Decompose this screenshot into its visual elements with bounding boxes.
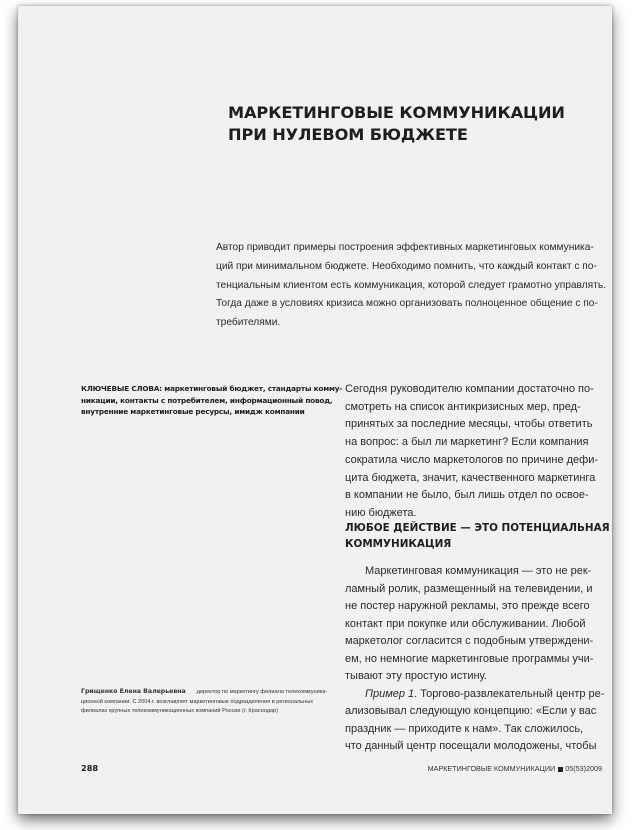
example-label: Пример 1 bbox=[365, 687, 415, 700]
journal-issue: 05(53)2009 bbox=[565, 764, 602, 773]
document-page bbox=[18, 6, 612, 814]
example-text: . Торгово-развлекательный центр ре- bbox=[414, 687, 605, 700]
text-line: контакт при покупке или обслуживании. Любой bbox=[345, 617, 586, 630]
heading-line: КОММУНИКАЦИЯ bbox=[345, 537, 452, 550]
author-line: филиалах крупных телекоммуникационных компаний России (г. Краснодар) bbox=[81, 708, 279, 715]
abstract-line: ций при минимальном бюджете. Необходимо помнить, что каждый контакт с по- bbox=[216, 260, 597, 272]
author-name: Грищенко Елена Валерьевна bbox=[81, 688, 186, 695]
keywords-line: внутренние маркетинговые ресурсы, имидж компании bbox=[81, 407, 305, 417]
example-first-line bbox=[345, 686, 607, 704]
page-number: 288 bbox=[81, 763, 99, 773]
keywords-line: КЛЮЧЕВЫЕ СЛОВА: маркетинговый бюджет, стандарты комму- bbox=[81, 384, 343, 393]
text-line: принятых за последние месяцы, чтобы ответить bbox=[345, 418, 593, 431]
text-line: не постер наружной рекламы, это прежде всего bbox=[345, 600, 590, 612]
keywords-line: никации, контакты с потребителем, информационный повод, bbox=[81, 395, 333, 405]
text-line: на вопрос: а был ли маркетинг? Если компания bbox=[345, 436, 589, 449]
title-line: МАРКЕТИНГОВЫЕ КОММУНИКАЦИИ bbox=[228, 103, 565, 122]
abstract-line: Тогда даже в условиях кризиса можно организовать полноценное общение с по- bbox=[216, 298, 598, 310]
text-line: Маркетинговая коммуникация — это не рек- bbox=[365, 565, 592, 577]
text-line: сократила число маркетологов по причине дефи- bbox=[345, 453, 599, 466]
text-line: Сегодня руководителю компании достаточно по- bbox=[345, 383, 594, 395]
intro-paragraph bbox=[345, 381, 605, 523]
heading-line: ЛЮБОЕ ДЕЙСТВИЕ — ЭТО ПОТЕНЦИАЛЬНАЯ bbox=[345, 522, 610, 534]
journal-name: МАРКЕТИНГОВЫЕ КОММУНИКАЦИИ bbox=[427, 764, 556, 773]
text-line: ализовывал следующую концепцию: «Если у вас bbox=[345, 705, 597, 717]
section-heading bbox=[345, 521, 610, 552]
abstract-line: требителями. bbox=[216, 317, 281, 329]
text-line: смотреть на список антикризисных мер, пред- bbox=[345, 400, 581, 413]
text-line: маркетолог согласится с подобным утверждени- bbox=[345, 635, 594, 647]
abstract-line: Автор приводит примеры построения эффективных маркетинговых коммуника- bbox=[216, 242, 594, 253]
author-line bbox=[81, 687, 343, 698]
keywords-block bbox=[81, 383, 343, 418]
author-role: директор по маркетингу филиала телекоммуника- bbox=[196, 689, 328, 695]
text-line: ламный ролик, размещенный на телевидении, и bbox=[345, 582, 593, 595]
running-footer bbox=[428, 764, 602, 773]
article-title bbox=[228, 102, 588, 146]
text-line: цита бюджета, значит, качественного маркетинга bbox=[345, 471, 596, 484]
text-line: тывают эту простую истину. bbox=[345, 670, 487, 682]
square-bullet-icon bbox=[558, 767, 563, 772]
text-line: что данный центр посещали молодожены, чтобы bbox=[345, 740, 597, 752]
title-line: ПРИ НУЛЕВОМ БЮДЖЕТЕ bbox=[228, 125, 468, 144]
author-bio bbox=[81, 687, 343, 717]
article-abstract bbox=[216, 239, 606, 333]
author-line: ционной компании. С 2004 г. возглавляет маркетинговые подразделения в региональных bbox=[81, 698, 314, 705]
text-line: ем, но немногие маркетинговые программы учи- bbox=[345, 652, 594, 665]
abstract-line: тенциальным клиентом есть коммуникация, которой следует грамотно управлять. bbox=[216, 279, 606, 291]
body-text bbox=[345, 563, 607, 756]
text-line: праздник — приходите к нам». Так сложилось, bbox=[345, 722, 584, 735]
text-line: нию бюджета. bbox=[345, 506, 417, 519]
text-line: в компании не было, был лишь отдел по освое- bbox=[345, 489, 589, 502]
